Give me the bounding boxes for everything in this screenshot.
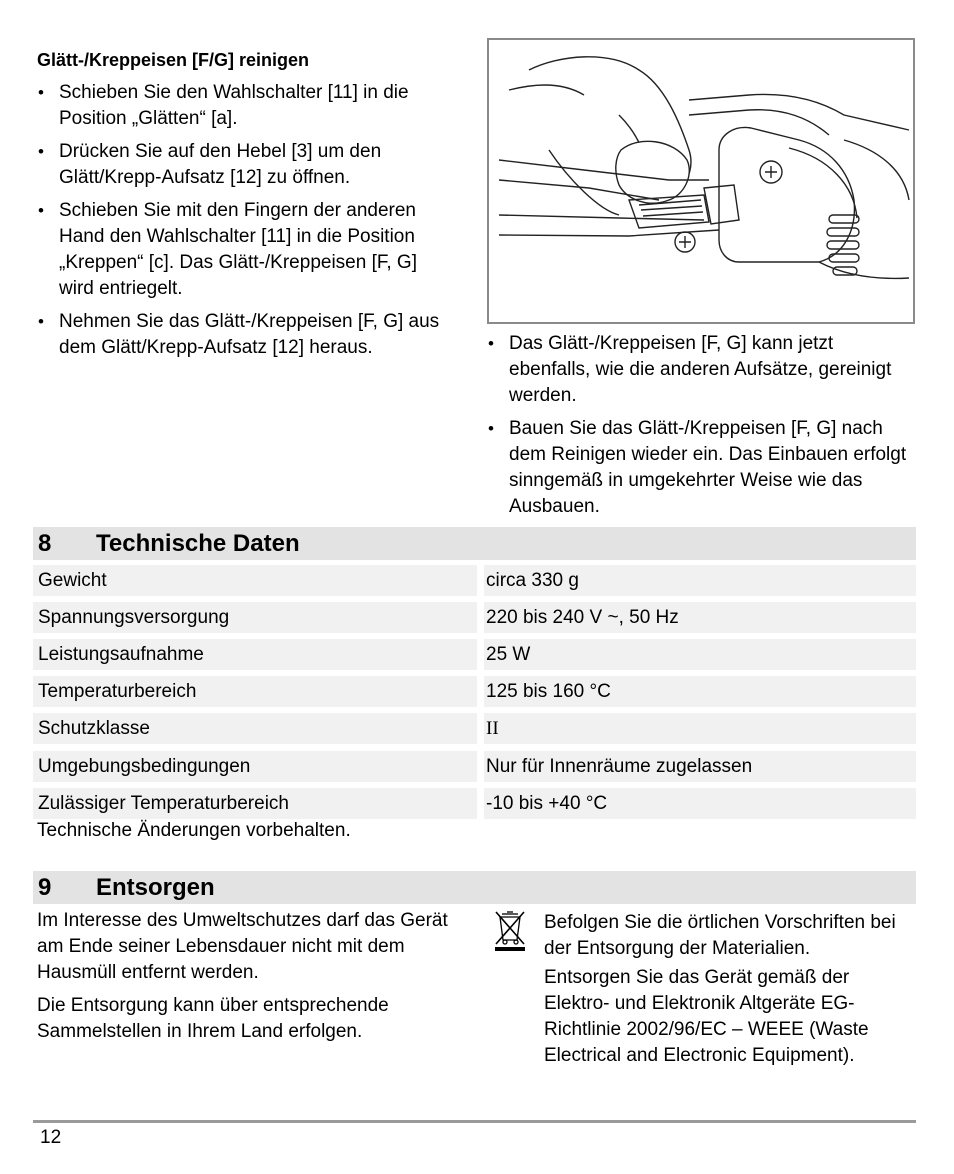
list-item: • Schieben Sie mit den Fingern der anderen Hand den Wahlschalter [11] in die Position „Kreppen“ [c]. Das Glätt-/Kreppeisen [F, G] wird entriegelt. [37,198,457,302]
section-number: 9 [38,874,52,901]
cleaning-heading: Glätt-/Kreppeisen [F/G] reinigen [37,50,310,70]
crossed-out-wheelie-bin-icon [492,908,528,952]
spec-value: Nur für Innenräume zugelassen [484,751,916,782]
device-illustration [487,38,915,324]
spec-value: -10 bis +40 °C [484,788,916,819]
paragraph: Entsorgen Sie das Gerät gemäß der Elektro- und Elektronik Altgeräte EG-Richtlinie 2002/96/EC – WEEE (Waste Electrical and Electronic Equipment). [544,967,869,1066]
footer-divider [33,1120,916,1123]
spec-value: 220 bis 240 V ~, 50 Hz [484,602,916,633]
spec-label: Umgebungsbedingungen [33,751,477,782]
section-9-header [33,871,916,904]
hair-iron-drawing [489,40,913,322]
spec-label: Schutzklasse [33,713,477,744]
spec-label: Gewicht [33,565,477,596]
list-item: • Bauen Sie das Glätt-/Kreppeisen [F, G] nach dem Reinigen wieder ein. Das Einbauen erfolgt sinngemäß in umgekehrter Weise wie das Ausbauen. [487,416,915,520]
paragraph: Im Interesse des Umweltschutzes darf das Gerät am Ende seiner Lebensdauer nicht mit dem Hausmüll entfernt werden. [37,910,448,983]
spec-value: 125 bis 160 °C [484,676,916,707]
cleaning-steps-left [37,80,457,368]
paragraph: Befolgen Sie die örtlichen Vorschriften bei der Entsorgung der Materialien. [544,912,896,959]
spec-value: circa 330 g [484,565,916,596]
technical-note: Technische Änderungen vorbehalten. [37,820,351,841]
spec-label: Zulässiger Temperaturbereich [33,788,477,819]
cleaning-steps-right [487,331,915,527]
spec-value: II [484,713,916,744]
table-row [33,676,916,707]
table-row [33,565,916,596]
table-row [33,751,916,782]
section-8-header [33,527,916,560]
spec-value: 25 W [484,639,916,670]
page-number: 12 [40,1127,62,1148]
paragraph: Die Entsorgung kann über entsprechende Sammelstellen in Ihrem Land erfolgen. [37,995,389,1042]
list-item: • Das Glätt-/Kreppeisen [F, G] kann jetzt ebenfalls, wie die anderen Aufsätze, gereinigt werden. [487,331,915,409]
table-row [33,602,916,633]
disposal-text-right [544,910,916,1069]
section-title: Technische Daten [96,530,300,557]
disposal-text-left [37,908,462,1045]
list-item: • Nehmen Sie das Glätt-/Kreppeisen [F, G] aus dem Glätt/Krepp-Aufsatz [12] heraus. [37,309,457,361]
spec-label: Leistungsaufnahme [33,639,477,670]
spec-label: Temperaturbereich [33,676,477,707]
table-row [33,713,916,744]
spec-label: Spannungsversorgung [33,602,477,633]
section-number: 8 [38,530,52,557]
section-title: Entsorgen [96,874,215,901]
list-item: • Drücken Sie auf den Hebel [3] um den Glätt/Krepp-Aufsatz [12] zu öffnen. [37,139,457,191]
table-row [33,639,916,670]
table-row [33,788,916,819]
list-item: • Schieben Sie den Wahlschalter [11] in die Position „Glätten“ [a]. [37,80,457,132]
